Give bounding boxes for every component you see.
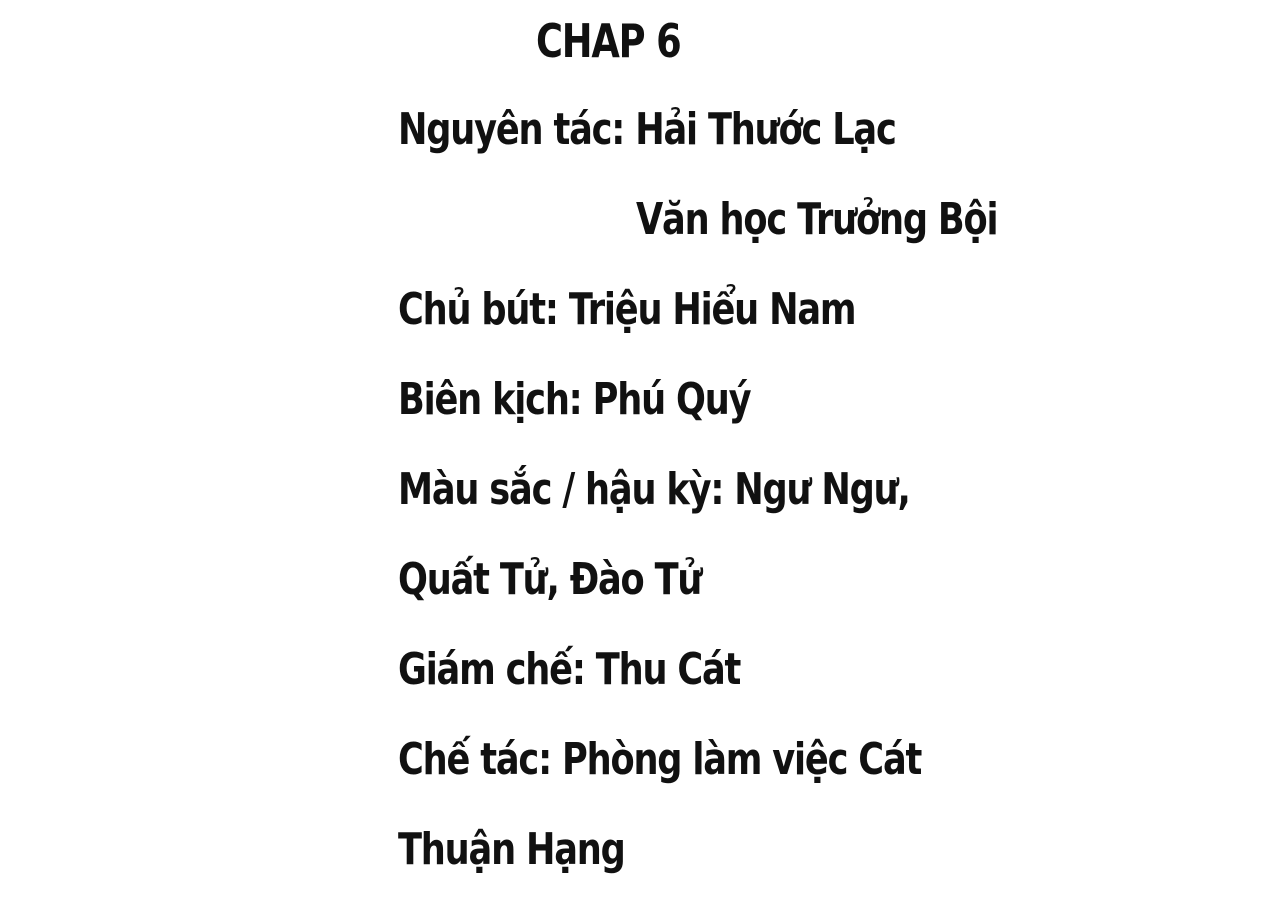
credit-screenwriter: Biên kịch: Phú Quý [398, 374, 751, 425]
credit-color-post-continued: Quất Tử, Đào Tử [398, 554, 702, 605]
credit-supervisor: Giám chế: Thu Cát [398, 644, 741, 695]
chapter-title: CHAP 6 [536, 14, 681, 68]
credit-production-continued: Thuận Hạng [398, 824, 625, 875]
credit-original-work-continued: Văn học Trưởng Bội [636, 194, 998, 245]
credit-chief-artist: Chủ bút: Triệu Hiểu Nam [398, 284, 856, 335]
credit-original-work: Nguyên tác: Hải Thước Lạc [398, 104, 896, 155]
credit-color-post: Màu sắc / hậu kỳ: Ngư Ngư, [398, 464, 910, 515]
credit-production: Chế tác: Phòng làm việc Cát [398, 734, 922, 785]
